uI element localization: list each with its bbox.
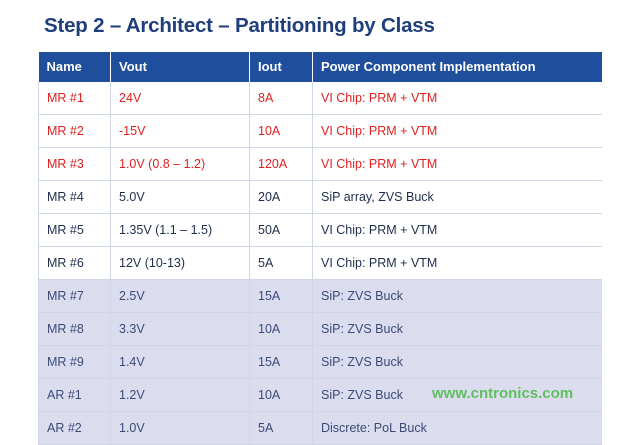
cell-vout: 1.0V (0.8 – 1.2): [111, 148, 250, 181]
cell-vout: 1.0V: [111, 412, 250, 445]
table-row: [39, 214, 602, 247]
cell-iout: 8A: [250, 82, 313, 115]
cell-implementation: VI Chip: PRM + VTM: [313, 148, 602, 181]
cell-implementation: SiP: ZVS Buck: [313, 313, 602, 346]
cell-vout: 1.35V (1.1 – 1.5): [111, 214, 250, 247]
cell-iout: 120A: [250, 148, 313, 181]
table-row: [39, 313, 602, 346]
cell-vout: -15V: [111, 115, 250, 148]
cell-implementation: SiP array, ZVS Buck: [313, 181, 602, 214]
cell-name: MR #8: [39, 313, 111, 346]
cell-vout: 2.5V: [111, 280, 250, 313]
cell-implementation: VI Chip: PRM + VTM: [313, 115, 602, 148]
table-header-row: [39, 52, 602, 82]
cell-name: MR #4: [39, 181, 111, 214]
cell-name: MR #7: [39, 280, 111, 313]
table-row: [39, 280, 602, 313]
table-row: [39, 181, 602, 214]
column-header-vout: Vout: [111, 52, 250, 82]
table-row: [39, 82, 602, 115]
column-header-iout: Iout: [250, 52, 313, 82]
table-row: [39, 412, 602, 445]
cell-iout: 5A: [250, 247, 313, 280]
cell-vout: 12V (10-13): [111, 247, 250, 280]
cell-iout: 15A: [250, 346, 313, 379]
cell-vout: 1.4V: [111, 346, 250, 379]
cell-vout: 24V: [111, 82, 250, 115]
cell-implementation: VI Chip: PRM + VTM: [313, 82, 602, 115]
cell-implementation: Discrete: PoL Buck: [313, 412, 602, 445]
table-row: [39, 148, 602, 181]
column-header-name: Name: [39, 52, 111, 82]
cell-name: MR #2: [39, 115, 111, 148]
cell-vout: 1.2V: [111, 379, 250, 412]
cell-iout: 10A: [250, 313, 313, 346]
cell-name: MR #1: [39, 82, 111, 115]
cell-vout: 3.3V: [111, 313, 250, 346]
cell-implementation: SiP: ZVS Buck: [313, 379, 602, 412]
cell-iout: 10A: [250, 379, 313, 412]
watermark: www.cntronics.com: [432, 385, 574, 402]
cell-iout: 10A: [250, 115, 313, 148]
table-row: [39, 247, 602, 280]
table-row: [39, 346, 602, 379]
cell-implementation: VI Chip: PRM + VTM: [313, 247, 602, 280]
column-header-implementation: Power Component Implementation: [313, 52, 602, 82]
cell-name: MR #6: [39, 247, 111, 280]
cell-implementation: SiP: ZVS Buck: [313, 346, 602, 379]
cell-vout: 5.0V: [111, 181, 250, 214]
cell-iout: 5A: [250, 412, 313, 445]
cell-implementation: SiP: ZVS Buck: [313, 280, 602, 313]
cell-name: AR #2: [39, 412, 111, 445]
cell-name: AR #1: [39, 379, 111, 412]
cell-name: MR #5: [39, 214, 111, 247]
cell-implementation: VI Chip: PRM + VTM: [313, 214, 602, 247]
page-title: Step 2 – Architect – Partitioning by Class: [44, 14, 435, 37]
cell-iout: 15A: [250, 280, 313, 313]
cell-name: MR #9: [39, 346, 111, 379]
table-row: [39, 115, 602, 148]
cell-iout: 50A: [250, 214, 313, 247]
cell-name: MR #3: [39, 148, 111, 181]
cell-iout: 20A: [250, 181, 313, 214]
